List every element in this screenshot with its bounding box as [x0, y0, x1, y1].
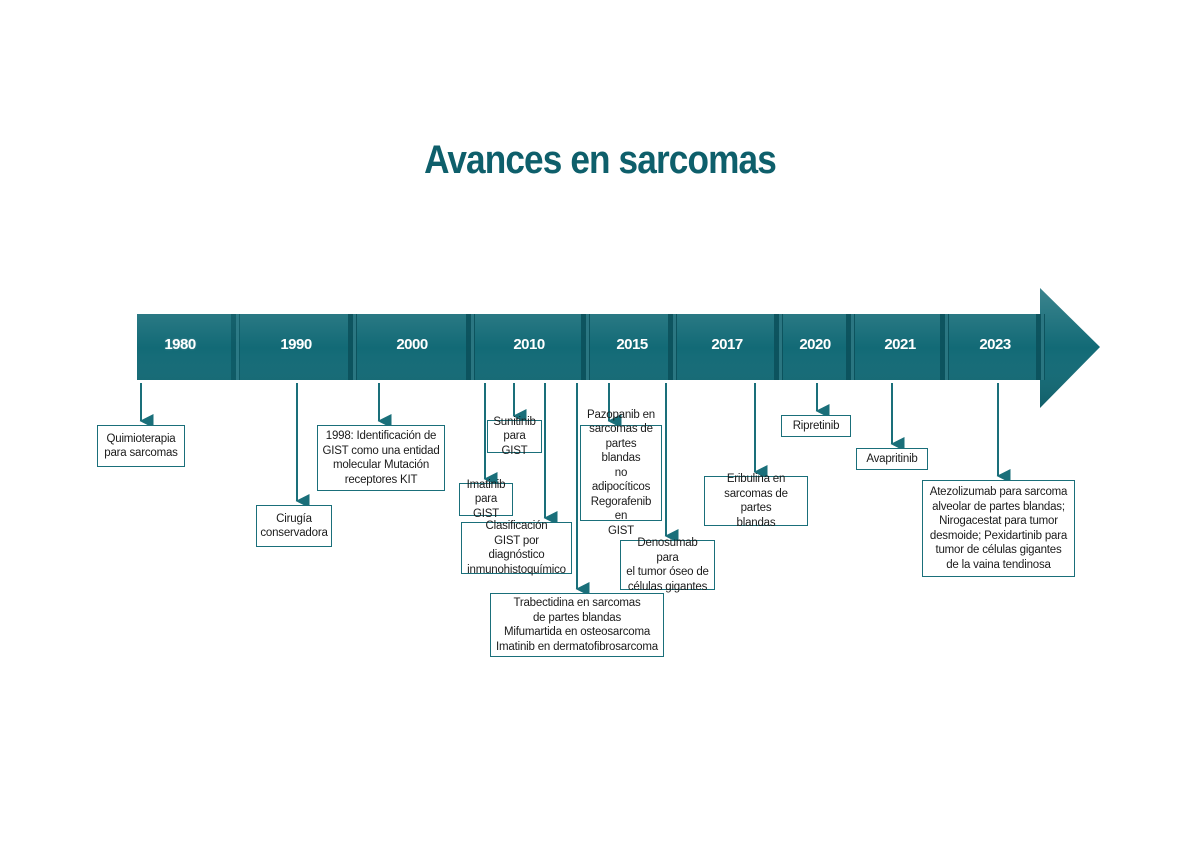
- event-box-2010: Clasificación GIST por diagnóstico inmunohistoquímico: [461, 522, 572, 574]
- event-box-2000: 1998: Identificación de GIST como una entidad molecular Mutación receptores KIT: [317, 425, 445, 491]
- segment-separator-highlight: [586, 314, 589, 380]
- event-box-2021: Avapritinib: [856, 448, 928, 470]
- segment-separator-highlight: [851, 314, 854, 380]
- page-title: Avances en sarcomas: [424, 138, 776, 182]
- year-label-1980: 1980: [164, 336, 196, 353]
- year-label-2015: 2015: [616, 336, 648, 353]
- event-box-2017: Eribulina en sarcomas de partes blandas: [704, 476, 808, 526]
- event-box-2010: Imatinib para GIST: [459, 483, 513, 516]
- event-box-2020: Ripretinib: [781, 415, 851, 437]
- event-box-1980: Quimioterapia para sarcomas: [97, 425, 185, 467]
- segment-separator-highlight: [236, 314, 239, 380]
- segment-separator-highlight: [471, 314, 474, 380]
- event-box-2015: Denosumab para el tumor óseo de células gigantes: [620, 540, 715, 590]
- year-label-2010: 2010: [513, 336, 545, 353]
- segment-separator-highlight: [353, 314, 356, 380]
- year-label-1990: 1990: [280, 336, 312, 353]
- year-label-2023: 2023: [979, 336, 1011, 353]
- segment-separator-highlight: [945, 314, 948, 380]
- year-label-2020: 2020: [799, 336, 831, 353]
- year-label-2000: 2000: [396, 336, 428, 353]
- event-box-2015: Pazopanib en sarcomas de partes blandas no adipocíticos Regorafenib en GIST: [580, 425, 662, 521]
- event-box-2023: Atezolizumab para sarcoma alveolar de partes blandas; Nirogacestat para tumor desmoide; Pexidartinib para tumor de células gigantes de la vaina tendinosa: [922, 480, 1075, 577]
- year-label-2017: 2017: [711, 336, 743, 353]
- segment-separator-highlight: [1041, 314, 1044, 380]
- event-box-2010: Sunitinib para GIST: [487, 420, 542, 453]
- segment-separator-highlight: [673, 314, 676, 380]
- event-box-1990: Cirugía conservadora: [256, 505, 332, 547]
- event-box-2010: Trabectidina en sarcomas de partes blandas Mifumartida en osteosarcoma Imatinib en dermatofibrosarcoma: [490, 593, 664, 657]
- year-label-2021: 2021: [884, 336, 916, 353]
